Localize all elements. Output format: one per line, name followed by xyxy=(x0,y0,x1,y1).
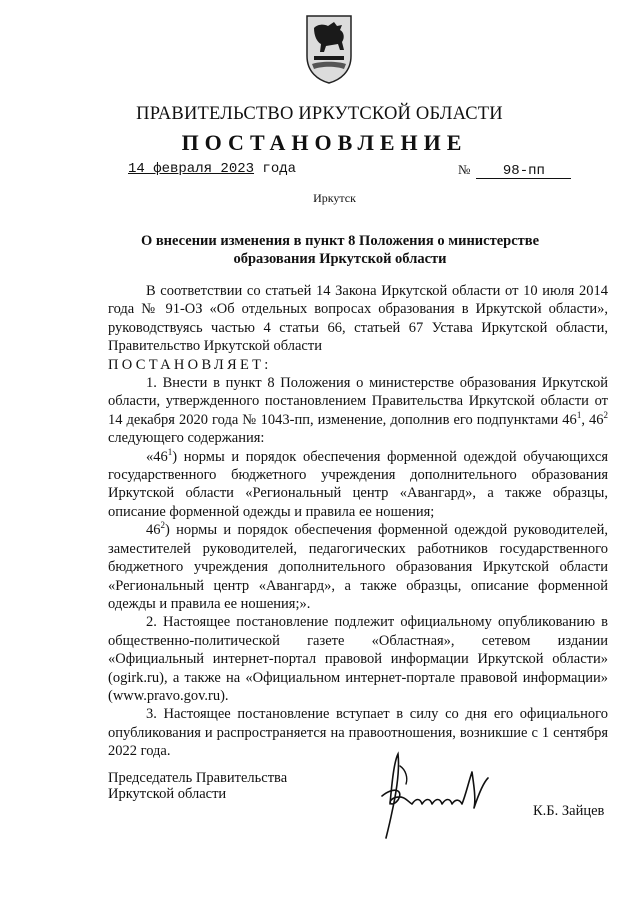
document-type: ПОСТАНОВЛЕНИЕ xyxy=(181,130,468,155)
number-sign: № xyxy=(458,162,471,177)
item-1: 1. Внести в пункт 8 Положения о министерстве образования Иркутской области, утвержденного постановлением Правительства Иркутской области от 14 декабря 2020 года № 1043-пп, изменение, дополнив его подпунктами $46^1$, $46^2$ следующего содержания: xyxy=(108,375,608,447)
subitem-46-2: $46^2$) нормы и порядок обеспечения форменной одеждой руководителей, заместителей руководителей, педагогических работников государственного бюджетного учреждения дополнительного образования Иркутской области «Региональный центр «Авангард», а также образцы, описание форменной одежды и правила ее ношения;». xyxy=(108,520,608,612)
document-subject: О внесении изменения в пункт 8 Положения о министерстве образования Иркутской области xyxy=(140,233,540,267)
handwritten-signature xyxy=(372,742,492,842)
signer-name: К.Б. Зайцев xyxy=(533,803,605,819)
date-value: 14 февраля 2023 xyxy=(128,161,255,177)
city: Иркутск xyxy=(313,191,356,205)
preamble: В соответствии со статьей 14 Закона Иркутской области от 10 июля 2014 года № 91-ОЗ «Об отдельных вопросах образования в Иркутской области», руководствуясь частью 4 статьи 66, статьей 67 Устава Иркутской области, Правительство Иркутской области xyxy=(108,283,608,355)
date-suffix: года xyxy=(254,161,297,177)
document-number xyxy=(458,162,571,179)
document-body xyxy=(108,282,608,761)
signer-position-line1: Председатель Правительства xyxy=(108,770,288,786)
item-3: 3. Настоящее постановление вступает в силу со дня его официального опубликования и распространяется на правоотношения, возникшие с 1 сентября 2022 года. xyxy=(108,706,608,760)
coat-of-arms-icon xyxy=(304,14,354,84)
resolves-heading: ПОСТАНОВЛЯЕТ: xyxy=(108,356,272,373)
number-value: 98-пп xyxy=(476,164,571,179)
signer-position-line2: Иркутской области xyxy=(108,786,227,802)
item-2: 2. Настоящее постановление подлежит официальному опубликованию в общественно-политической газете «Областная», сетевом издании «Официальный интернет-портал правовой информации Иркутской области» (ogirk.ru), а также на «Официальном интернет-портале правовой информации» (www.pravo.gov.ru). xyxy=(108,614,608,704)
signer-position xyxy=(108,770,287,802)
subitem-46-1: «$46^1$) нормы и порядок обеспечения форменной одеждой обучающихся государственного бюджетного учреждения дополнительного образования Иркутской области «Региональный центр «Авангард», а также образцы, описание форменной одежды и правила ее ношения; xyxy=(108,446,608,520)
document-date xyxy=(128,161,296,177)
government-title: ПРАВИТЕЛЬСТВО ИРКУТСКОЙ ОБЛАСТИ xyxy=(136,104,503,124)
